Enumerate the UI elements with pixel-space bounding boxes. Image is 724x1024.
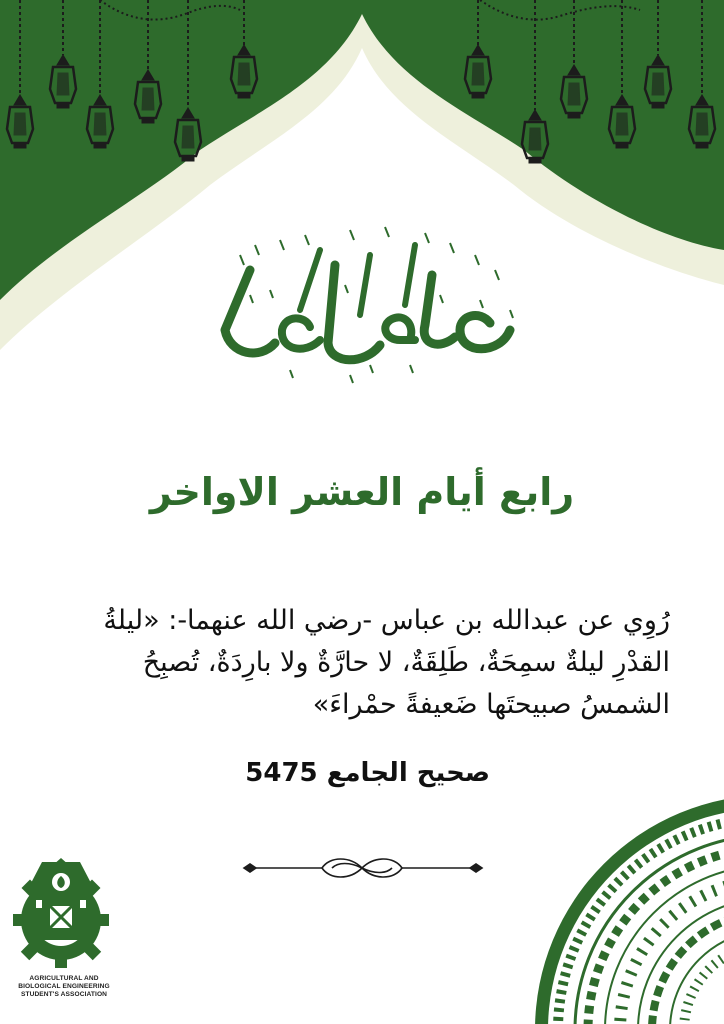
hadith-line-3: الشمسُ صبيحتَها ضَعيفةً حمْراءَ» — [312, 689, 670, 720]
association-name-line-1: AGRICULTURAL AND — [29, 975, 99, 982]
ramadan-kareem-calligraphy — [210, 215, 530, 390]
hadith-line-1: رُوِي عن عبدالله بن عباس -رضي الله عنهما-: «ليلةُ — [103, 605, 670, 636]
association-name — [6, 975, 122, 999]
association-name-line-2: BIOLOGICAL ENGINEERING — [18, 983, 110, 990]
association-name-line-3: STUDENT'S ASSOCIATION — [20, 991, 108, 998]
page-heading: رابع أيام العشر الاواخر — [149, 470, 575, 514]
hadith-text — [70, 600, 670, 726]
hadith-source: صحيح الجامع 5475 — [245, 758, 490, 788]
hadith-line-2: القدْرِ ليلةٌ سمِحَةٌ، طَلِقَةٌ، لا حارَّةٌ ولا بارِدَةٌ، تُصبِحُ — [142, 647, 670, 678]
